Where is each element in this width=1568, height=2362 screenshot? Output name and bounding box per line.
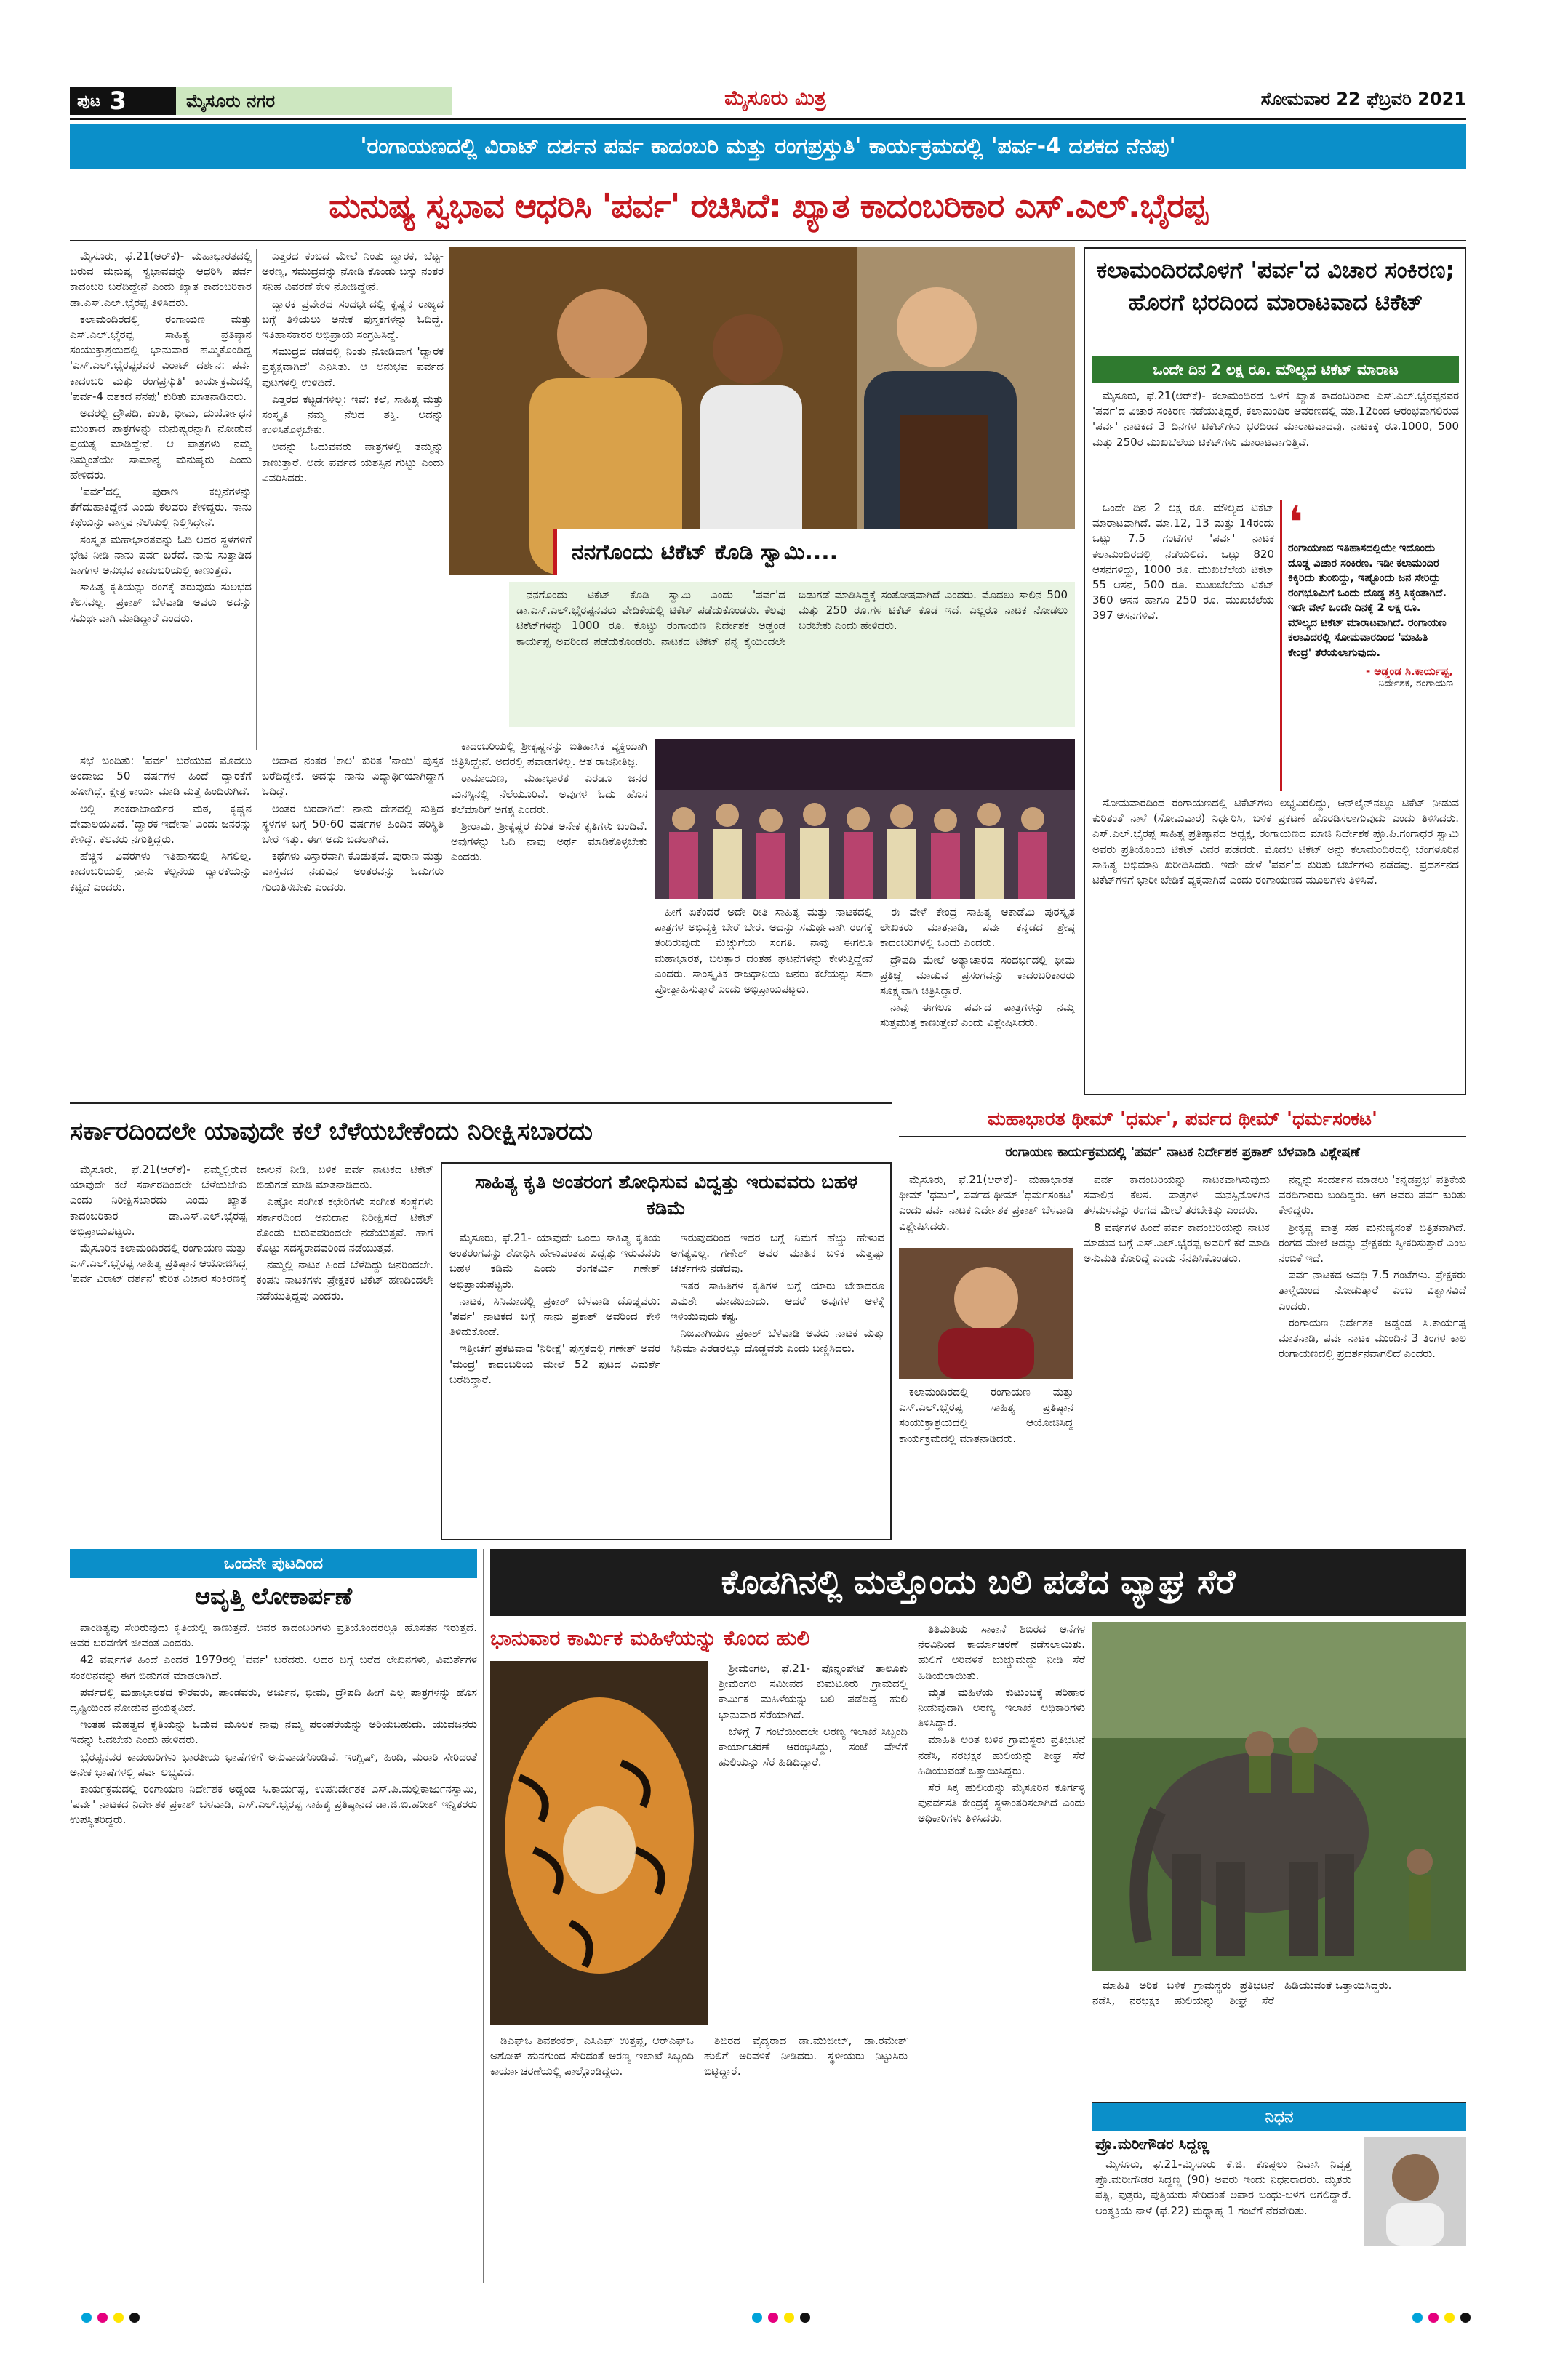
tiger-column-1 (719, 1661, 908, 2025)
paragraph: ಸಮುದ್ರದ ದಡದಲ್ಲಿ ನಿಂತು ನೋಡಿದಾಗ 'ದ್ವಾರಕ ಪ್ರತ್ಯಕ್ಷವಾಗಿದೆ' ಎನಿಸಿತು. ಆ ಅನುಭವ ಪರ್ವದ ಪುಟಗಳಲ್ಲಿ ಉಳಿದಿದೆ. (262, 345, 444, 389)
obituary-box (1092, 2102, 1466, 2283)
paragraph: ಮೈಸೂರು, ಫೆ.21(ಆರ್‌ಕೆ)- ನಮ್ಮಲ್ಲಿರುವ ಯಾವುದೇ ಕಲೆ ಸರ್ಕಾರದಿಂದಲೇ ಬೆಳೆಯಬೇಕು ಎಂದು ನಿರೀಕ್ಷಿಸಬಾರದು ಎಂದು ಖ್ಯಾತ ಕಾದಂಬರಿಕಾರ ಡಾ.ಎಸ್.ಎಲ್.ಭೈರಪ್ಪ ಅಭಿಪ್ರಾಯಪಟ್ಟರು. (70, 1163, 247, 1238)
article2-box-col-2 (671, 1230, 884, 1536)
paragraph: ಮೈಸೂರು, ಫೆ.21(ಆರ್‌ಕೆ)- ಮಹಾಭಾರತ ಥೀಮ್ 'ಧರ್ಮ', ಪರ್ವದ ಥೀಮ್ 'ಧರ್ಮಸಂಕಟ' ಎಂದು ಪರ್ವ ನಾಟಕ ನಿರ್ದೇಶಕ ಪ್ರಕಾಶ್ ಬೆಳವಾಡಿ ವಿಶ್ಲೇಷಿಸಿದರು. (899, 1173, 1073, 1233)
tiger-column-4 (1092, 1978, 1466, 2094)
photo-caption-bar (553, 529, 1075, 575)
paragraph: ಇರುವುದರಿಂದ ಇದರ ಬಗ್ಗೆ ನಿಮಗೆ ಹೆಚ್ಚು ಹೇಳುವ ಅಗತ್ಯವಿಲ್ಲ. ಗಣೇಶ್ ಅವರ ಮಾತಿನ ಬಳಿಕ ಮತ್ತಷ್ಟು ಚರ್ಚೆಗಳು ನಡೆದವು. (671, 1231, 884, 1276)
paragraph: ಅಂತರ ಬರದಾಗಿದೆ: ನಾನು ದೇಶದಲ್ಲಿ ಸುತ್ತಿದ ಸ್ಥಳಗಳ ಬಗ್ಗೆ 50-60 ವರ್ಷಗಳ ಹಿಂದಿನ ಪರಿಸ್ಥಿತಿ ಬೇರೆ ಇತ್ತು. ಈಗ ಅದು ಬದಲಾಗಿದೆ. (262, 801, 444, 846)
paragraph: ನಮ್ಮಲ್ಲಿ ನಾಟಕ ಹಿಂದೆ ಬೆಳೆದಿದ್ದು ಜನರಿಂದಲೇ. ಕಂಪನಿ ನಾಟಕಗಳು ಪ್ರೇಕ್ಷಕರ ಟಿಕೆಟ್ ಹಣದಿಂದಲೇ ನಡೆಯುತ್ತಿದ್ದವು ಎಂದರು. (257, 1258, 433, 1302)
banner-text: 'ರಂಗಾಯಣದಲ್ಲಿ ವಿರಾಟ್ ದರ್ಶನ ಪರ್ವ ಕಾದಂಬರಿ ಮತ್ತು ರಂಗಪ್ರಸ್ತುತಿ' ಕಾರ್ಯಕ್ರಮದಲ್ಲಿ 'ಪರ್ವ-4 ದಶಕದ ನೆನಪು' (360, 133, 1176, 159)
paragraph: ರಂಗಾಯಣ ನಿರ್ದೇಶಕ ಅಡ್ಡಂಡ ಸಿ.ಕಾರ್ಯಪ್ಪ ಮಾತನಾಡಿ, ಪರ್ವ ನಾಟಕ ಮುಂದಿನ 3 ತಿಂಗಳ ಕಾಲ ರಂಗಾಯಣದಲ್ಲಿ ಪ್ರದರ್ಶನವಾಗಲಿದೆ ಎಂದರು. (1279, 1316, 1466, 1361)
tiger-illustration (490, 1661, 708, 2025)
article3-col-2 (1084, 1172, 1270, 1540)
paragraph: ಪರ್ವ ಕಾದಂಬರಿಯನ್ನು ನಾಟಕವಾಗಿಸುವುದು ಸವಾಲಿನ ಕೆಲಸ. ಪಾತ್ರಗಳ ಮನಸ್ಸಿನೊಳಗಿನ ತಳಮಳವನ್ನು ರಂಗದ ಮೇಲೆ ತರಬೇಕಿತ್ತು ಎಂದರು. (1084, 1173, 1270, 1217)
registration-dot (129, 2313, 140, 2323)
paragraph: ತಿತಿಮತಿಯ ಸಾಕಾನೆ ಶಿಬಿರದ ಆನೆಗಳ ನೆರವಿನಿಂದ ಕಾರ್ಯಾಚರಣೆ ನಡೆಸಲಾಯಿತು. ಹುಲಿಗೆ ಅರಿವಳಿಕೆ ಚುಚ್ಚುಮದ್ದು ನೀಡಿ ಸೆರೆ ಹಿಡಿಯಲಾಯಿತು. (918, 1622, 1085, 1682)
paragraph: ಬೆಳಿಗ್ಗೆ 7 ಗಂಟೆಯಿಂದಲೇ ಅರಣ್ಯ ಇಲಾಖೆ ಸಿಬ್ಬಂದಿ ಕಾರ್ಯಾಚರಣೆ ಆರಂಭಿಸಿದ್ದು, ಸಂಜೆ ವೇಳೆಗೆ ಹುಲಿಯನ್ನು ಸೆರೆ ಹಿಡಿದಿದ್ದಾರೆ. (719, 1724, 908, 1769)
paragraph: 42 ವರ್ಷಗಳ ಹಿಂದೆ ಎಂದರೆ 1979ರಲ್ಲಿ 'ಪರ್ವ' ಬರೆದರು. ಅದರ ಬಗ್ಗೆ ಬರೆದ ಲೇಖನಗಳು, ವಿಮರ್ಶೆಗಳ ಸಂಕಲನವನ್ನು ಈಗ ಬಿಡುಗಡೆ ಮಾಡಲಾಗಿದೆ. (70, 1653, 477, 1682)
header-rule (70, 118, 1466, 120)
paragraph: ಕಾದಂಬರಿಯಲ್ಲಿ ಶ್ರೀಕೃಷ್ಣನನ್ನು ಐತಿಹಾಸಿಕ ವ್ಯಕ್ತಿಯಾಗಿ ಚಿತ್ರಿಸಿದ್ದೇನೆ. ಅದರಲ್ಲಿ ಪವಾಡಗಳಿಲ್ಲ. ಆತ ರಾಜನೀತಿಜ್ಞ. (451, 740, 647, 769)
paragraph: ಮಾಹಿತಿ ಅರಿತ ಬಳಿಕ ಗ್ರಾಮಸ್ಥರು ಪ್ರತಿಭಟನೆ ನಡೆಸಿ, ನರಭಕ್ಷಕ ಹುಲಿಯನ್ನು ಶೀಘ್ರ ಸೆರೆ ಹಿಡಿಯುವಂತೆ ಒತ್ತಾಯಿಸಿದ್ದರು. (1092, 1979, 1392, 2008)
lead-lower-column-2 (262, 753, 444, 1095)
sidebar-body-2 (1092, 796, 1459, 1091)
tiger-headline-bar (490, 1549, 1466, 1616)
paragraph: ದ್ವಾರಕ ಪ್ರವೇಶದ ಸಂದರ್ಭದಲ್ಲಿ ಕೃಷ್ಣನ ರಾಜ್ಯದ ಬಗ್ಗೆ ತಿಳಿಯಲು ಅನೇಕ ಪುಸ್ತಕಗಳನ್ನು ಓದಿದ್ದೆ. ಇತಿಹಾಸಕಾರರ ಅಭಿಪ್ರಾಯ ಸಂಗ್ರಹಿಸಿದ್ದೆ. (262, 297, 444, 342)
banner (70, 124, 1466, 169)
paragraph: ಅದಾದ ನಂತರ 'ಕಾಲ' ಕುರಿತ 'ನಾಯಿ' ಪುಸ್ತಕ ಬರೆದಿದ್ದೇನೆ. ಅದನ್ನು ನಾನು ವಿದ್ಯಾರ್ಥಿಯಾಗಿದ್ದಾಗ ಓದಿದ್ದೆ. (262, 754, 444, 798)
paragraph: ಎಷ್ಟೋ ಸಂಗೀತ ಕಛೇರಿಗಳು ಸಂಗೀತ ಸಂಸ್ಥೆಗಳು ಸರ್ಕಾರದಿಂದ ಅನುದಾನ ನಿರೀಕ್ಷಿಸದೆ ಟಿಕೆಟ್ ಕೊಂಡು ಬರುವವರಿಂದಲೇ ನಡೆಯುತ್ತವೆ. ಹಾಗೆ ಕೊಟ್ಟು ಸದಸ್ಯರಾದವರಿಂದ ನಡೆಯುತ್ತವೆ. (257, 1195, 433, 1255)
section-label: ಮೈಸೂರು ನಗರ (176, 87, 452, 115)
paragraph: ಕಾರ್ಯಕ್ರಮದಲ್ಲಿ ರಂಗಾಯಣ ನಿರ್ದೇಶಕ ಅಡ್ಡಂಡ ಸಿ.ಕಾರ್ಯಪ್ಪ, ಉಪನಿರ್ದೇಶಕ ಎಸ್.ಪಿ.ಮಲ್ಲಿಕಾರ್ಜುನಸ್ವಾಮಿ, 'ಪರ್ವ' ನಾಟಕದ ನಿರ್ದೇಶಕ ಪ್ರಕಾಶ್ ಬೆಳವಾಡಿ, ಎಸ್.ಎಲ್.ಭೈರಪ್ಪ ಸಾಹಿತ್ಯ ಪ್ರತಿಷ್ಠಾನದ ಡಾ.ಜಿ.ಬಿ.ಹರೀಶ್ ಇನ್ನಿತರರು ಉಪಸ್ಥಿತರಿದ್ದರು. (70, 1782, 477, 1827)
registration-dot (784, 2313, 794, 2323)
article3-subhead: ರಂಗಾಯಣ ಕಾರ್ಯಕ್ರಮದಲ್ಲಿ 'ಪರ್ವ' ನಾಟಕ ನಿರ್ದೇಶಕ ಪ್ರಕಾಶ್ ಬೆಳವಾಡಿ ವಿಶ್ಲೇಷಣೆ (1005, 1144, 1360, 1160)
article3-box (899, 1102, 1466, 1540)
obituary-photo (1364, 2137, 1466, 2246)
obituary-portrait (1364, 2137, 1466, 2246)
lead-lower-column-4 (880, 905, 1075, 1095)
registration-dot (1444, 2313, 1455, 2323)
quote-mark-icon: ❛ (1288, 497, 1303, 548)
lead-rule (70, 240, 1466, 241)
continuation-kicker: ಒಂದನೇ ಪುಟದಿಂದ (70, 1549, 477, 1578)
paragraph: ಶಿಬಿರದ ವೈದ್ಯರಾದ ಡಾ.ಮುಜೀಬ್, ಡಾ.ರಮೇಶ್ ಹುಲಿಗೆ ಅರಿವಳಿಕೆ ನೀಡಿದರು. ಸ್ಥಳೀಯರು ನಿಟ್ಟುಸಿರು ಬಿಟ್ಟಿದ್ದಾರೆ. (704, 2034, 908, 2078)
lead-column-2 (262, 249, 444, 750)
lead-column-1 (70, 249, 252, 750)
paragraph: ನಿಜವಾಗಿಯೂ ಪ್ರಕಾಶ್ ಬೆಳವಾಡಿ ಅವರು ನಾಟಕ ಮತ್ತು ಸಿನಿಮಾ ಎರಡರಲ್ಲೂ ದೊಡ್ಡವರು ಎಂದು ಬಣ್ಣಿಸಿದರು. (671, 1326, 884, 1356)
paragraph: ಮೈಸೂರು, ಫೆ.21(ಆರ್‌ಕೆ)- ಕಲಾಮಂದಿರದ ಒಳಗೆ ಖ್ಯಾತ ಕಾದಂಬರಿಕಾರ ಎಸ್.ಎಲ್.ಭೈರಪ್ಪನವರ 'ಪರ್ವ'ದ ವಿಚಾರ ಸಂಕಿರಣ ನಡೆಯುತ್ತಿದ್ದರೆ, ಕಲಾಮಂದಿರ ಆವರಣದಲ್ಲಿ ಮಾ.12ರಿಂದ ಆರಂಭವಾಗಲಿರುವ 'ಪರ್ವ' ನಾಟಕದ 3 ದಿನಗಳ ಟಿಕೆಟ್‌ಗಳು ಭರದಿಂದ ಮಾರಾಟವಾದವು. ನಾಟಕಕ್ಕೆ ರೂ.1000, 500 ಮತ್ತು 250ರ ಮುಖಬೆಲೆಯ ಟಿಕೆಟ್‌ಗಳು ಮಾರಾಟವಾಗುತ್ತಿವೆ. (1092, 389, 1459, 449)
page-number-box (70, 87, 176, 115)
lead-headline: ಮನುಷ್ಯ ಸ್ವಭಾವ ಆಧರಿಸಿ 'ಪರ್ವ' ರಚಿಸಿದೆ: ಖ್ಯಾತ ಕಾದಂಬರಿಕಾರ ಎಸ್.ಎಲ್.ಭೈರಪ್ಪ (329, 186, 1207, 225)
paragraph: ಒಂದೇ ದಿನ 2 ಲಕ್ಷ ರೂ. ಮೌಲ್ಯದ ಟಿಕೆಟ್ ಮಾರಾಟವಾಗಿದೆ. ಮಾ.12, 13 ಮತ್ತು 14ರಂದು ಒಟ್ಟು 7.5 ಗಂಟೆಗಳ 'ಪರ್ವ' ನಾಟಕ ಕಲಾಮಂದಿರದಲ್ಲಿ ನಡೆಯಲಿದೆ. ಒಟ್ಟು 820 ಆಸನಗಳಿದ್ದು, 1000 ರೂ. ಮುಖಬೆಲೆಯ ಟಿಕೆಟ್ 55 ಆಸನ, 500 ರೂ. ಮುಖಬೆಲೆಯ ಟಿಕೆಟ್ 360 ಆಸನ ಹಾಗೂ 250 ರೂ. ಮುಖಬೆಲೆಯ 397 ಆಸನಗಳಿವೆ. (1092, 501, 1274, 622)
quote-author: - ಅಡ್ಡಂಡ ಸಿ.ಕಾರ್ಯಪ್ಪ, (1365, 665, 1453, 678)
tiger-subhead: ಭಾನುವಾರ ಕಾರ್ಮಿಕ ಮಹಿಳೆಯನ್ನು ಕೊಂದ ಹುಲಿ (490, 1626, 810, 1650)
obituary-body: ಮೈಸೂರು, ಫೆ.21-ಮೈಸೂರು ಕೆ.ಜಿ. ಕೊಪ್ಪಲು ನಿವಾಸಿ ನಿವೃತ್ತ ಪ್ರೊ.ಮರೀಗೌಡರ ಸಿದ್ದಣ್ಣ (90) ಅವರು ಇಂದು ನಿಧನರಾದರು. ಮೃತರು ಪತ್ನಿ, ಪುತ್ರರು, ಪುತ್ರಿಯರು ಸೇರಿದಂತೆ ಅಪಾರ ಬಂಧು-ಬಳಗ ಅಗಲಿದ್ದಾರೆ. ಅಂತ್ಯಕ್ರಿಯೆ ನಾಳೆ (ಫೆ.22) ಮಧ್ಯಾಹ್ನ 1 ಗಂಟೆಗೆ ನೆರವೇರಿತು. (1095, 2158, 1351, 2217)
ticket-story (509, 582, 1075, 727)
paragraph: ಡಿಎಫ್‌ಒ ಶಿವಶಂಕರ್, ಎಸಿಎಫ್ ಉತ್ತಪ್ಪ, ಆರ್‌ಎಫ್‌ಒ ಅಶೋಕ್ ಹುನಗುಂದ ಸೇರಿದಂತೆ ಅರಣ್ಯ ಇಲಾಖೆ ಸಿಬ್ಬಂದಿ ಕಾರ್ಯಾಚರಣೆಯಲ್ಲಿ ಪಾಲ್ಗೊಂಡಿದ್ದರು. (490, 2034, 694, 2078)
paragraph: ಸೆರೆ ಸಿಕ್ಕ ಹುಲಿಯನ್ನು ಮೈಸೂರಿನ ಕೂರ್ಗಳ್ಳಿ ಪುನರ್ವಸತಿ ಕೇಂದ್ರಕ್ಕೆ ಸ್ಥಳಾಂತರಿಸಲಾಗಿದೆ ಎಂದು ಅಧಿಕಾರಿಗಳು ತಿಳಿಸಿದರು. (918, 1781, 1085, 1825)
paragraph: ಮೈಸೂರು, ಫೆ.21(ಆರ್‌ಕೆ)- ಮಹಾಭಾರತದಲ್ಲಿ ಬರುವ ಮನುಷ್ಯ ಸ್ವಭಾವವನ್ನು ಆಧರಿಸಿ ಪರ್ವ ಕಾದಂಬರಿ ಬರೆದಿದ್ದೇನೆ ಎಂದು ಖ್ಯಾತ ಕಾದಂಬರಿಕಾರ ಡಾ.ಎಸ್.ಎಲ್.ಭೈರಪ್ಪ ತಿಳಿಸಿದರು. (70, 249, 252, 309)
paragraph: ಸಂಸ್ಕೃತ ಮಹಾಭಾರತವನ್ನು ಓದಿ ಅದರ ಸ್ಥಳಗಳಿಗೆ ಭೇಟಿ ನೀಡಿ ನಾನು ಪರ್ವ ಬರೆದೆ. ನಾನು ಸುತ್ತಾಡಿದ ಜಾಗಗಳ ಅನುಭವ ಕಾದಂಬರಿಯಲ್ಲಿ ಕಾಣುತ್ತದೆ. (70, 532, 252, 577)
paragraph: ಹೆಚ್ಚಿನ ವಿವರಗಳು ಇತಿಹಾಸದಲ್ಲಿ ಸಿಗಲಿಲ್ಲ. ಕಾದಂಬರಿಯಲ್ಲಿ ನಾನು ಕಲ್ಪನೆಯ ದ್ವಾರಕೆಯನ್ನು ಕಟ್ಟಿದೆ ಎಂದರು. (70, 849, 252, 894)
paragraph: ಸೋಮವಾರದಿಂದ ರಂಗಾಯಣದಲ್ಲಿ ಟಿಕೆಟ್‌ಗಳು ಲಭ್ಯವಿರಲಿದ್ದು, ಆನ್‌ಲೈನ್‌ನಲ್ಲೂ ಟಿಕೆಟ್ ನೀಡುವ ಕುರಿತಂತೆ ನಾಳೆ (ಸೋಮವಾರ) ನಿರ್ಧರಿಸಿ, ಬಳಿಕ ಪ್ರಕಟಣೆ ಹೊರಡಿಸಲಾಗುವುದು ಎಂದು ತಿಳಿಸಿದರು. ಎಸ್.ಎಲ್.ಭೈರಪ್ಪ ಸಾಹಿತ್ಯ ಪ್ರತಿಷ್ಠಾನದ ಅಧ್ಯಕ್ಷ, ರಂಗಾಯಣದ ಮಾಜಿ ನಿರ್ದೇಶಕ ಪ್ರೊ.ಪಿ.ಗಂಗಾಧರ ಸ್ವಾಮಿ ಅವರು ಪ್ರತಿಯೊಂದು ಟಿಕೆಟ್ ವಿವರ ಪಡೆದರು. ಮೊದಲ ಟಿಕೆಟ್ ಅನ್ನು ಕಲಾಮಂದಿರದಲ್ಲಿ ಬೆಂಗಳೂರಿನ ಸಾಹಿತ್ಯ ಅಭಿಮಾನಿ ಖರೀದಿಸಿದರು. ಇದೇ ವೇಳೆ 'ಪರ್ವ'ದ ಕುರಿತು ಚರ್ಚೆಗಳು ನಡೆದವು. ಪ್ರದರ್ಶನದ ಟಿಕೆಟ್‌ಗಳಿಗೆ ಭಾರೀ ಬೇಡಿಕೆ ವ್ಯಕ್ತವಾಗಿದೆ ಎಂದು ರಂಗಾಯಣದ ಮೂಲಗಳು ತಿಳಿಸಿವೆ. (1092, 796, 1459, 887)
registration-dot (113, 2313, 124, 2323)
article3-col-3 (1279, 1172, 1466, 1540)
elephant-photo (1092, 1622, 1466, 1971)
lead-photo-illustration (449, 247, 1075, 575)
sidebar-headline: ಕಲಾಮಂದಿರದೊಳಗೆ 'ಪರ್ವ'ದ ವಿಚಾರ ಸಂಕಿರಣ; ಹೊರಗೆ ಭರದಿಂದ ಮಾರಾಟವಾದ ಟಿಕೆಟ್ (1097, 257, 1455, 316)
article2-box-headline: ಸಾಹಿತ್ಯ ಕೃತಿ ಅಂತರಂಗ ಶೋಧಿಸುವ ವಿದ್ವತ್ತು ಇರುವವರು ಬಹಳ ಕಡಿಮೆ (475, 1172, 857, 1220)
tiger-photo (490, 1661, 708, 2025)
lead-lower-column-1 (70, 753, 252, 1095)
paragraph: 'ಪರ್ವ'ದಲ್ಲಿ ಪುರಾಣ ಕಲ್ಪನೆಗಳನ್ನು ತೆಗೆದುಹಾಕಿದ್ದೇನೆ ಎಂದು ಕೆಲವರು ಕೇಳಿದ್ದರು. ನಾನು ಕಥೆಯನ್ನು ವಾಸ್ತವ ನೆಲೆಯಲ್ಲಿ ನಿಲ್ಲಿಸಿದ್ದೇನೆ. (70, 485, 252, 529)
sidebar-box (1084, 247, 1466, 1095)
paragraph: ಸಭೆ ಬಂದಿತು: 'ಪರ್ವ' ಬರೆಯುವ ಮೊದಲು ಅಂದಾಜು 50 ವರ್ಷಗಳ ಹಿಂದೆ ದ್ವಾರಕೆಗೆ ಹೋಗಿದ್ದೆ. ಕ್ಷೇತ್ರ ಕಾರ್ಯ ಮಾಡಿ ಮತ್ತೆ ಹಿಂದಿರುಗಿದೆ. (70, 754, 252, 798)
continuation-headline: ಆವೃತ್ತಿ ಲೋಕಾರ್ಪಣೆ (194, 1582, 352, 1610)
article2-column-1 (70, 1162, 433, 1540)
registration-dot (1412, 2313, 1423, 2323)
paragraph: ಅದನ್ನು ಓದುವವರು ಪಾತ್ರಗಳಲ್ಲಿ ತಮ್ಮನ್ನು ಕಾಣುತ್ತಾರೆ. ಅದೇ ಪರ್ವದ ಯಶಸ್ಸಿನ ಗುಟ್ಟು ಎಂದು ವಿವರಿಸಿದರು. (262, 440, 444, 484)
lead-lower-column-3 (451, 739, 647, 1095)
article2-headline: ಸರ್ಕಾರದಿಂದಲೇ ಯಾವುದೇ ಕಲೆ ಬೆಳೆಯಬೇಕೆಂದು ನಿರೀಕ್ಷಿಸಬಾರದು (70, 1117, 593, 1146)
paragraph: ಕಲಾಮಂದಿರದಲ್ಲಿ ರಂಗಾಯಣ ಮತ್ತು ಎಸ್.ಎಲ್.ಭೈರಪ್ಪ ಸಾಹಿತ್ಯ ಪ್ರತಿಷ್ಠಾನ ಸಂಯುಕ್ತಾಶ್ರಯದಲ್ಲಿ ಆಯೋಜಿಸಿದ್ದ ಕಾರ್ಯಕ್ರಮದಲ್ಲಿ ಮಾತನಾಡಿದರು. (899, 1385, 1073, 1445)
belawadi-photo (899, 1248, 1073, 1379)
paragraph: ಶ್ರೀಕೃಷ್ಣ ಪಾತ್ರ ಸಹ ಮನುಷ್ಯನಂತೆ ಚಿತ್ರಿತವಾಗಿದೆ. ರಂಗದ ಮೇಲೆ ಅದನ್ನು ಪ್ರೇಕ್ಷಕರು ಸ್ವೀಕರಿಸುತ್ತಾರೆ ಎಂಬ ನಂಬಿಕೆ ಇದೆ. (1279, 1220, 1466, 1265)
portrait-illustration (899, 1248, 1073, 1379)
lead-lower-column-3b (655, 905, 873, 1095)
registration-dot (800, 2313, 810, 2323)
paragraph: ಅಲ್ಲಿ ಶಂಕರಾಚಾರ್ಯರ ಮಠ, ಕೃಷ್ಣನ ದೇವಾಲಯವಿದೆ. 'ದ್ವಾರಕ ಇದೇನಾ' ಎಂದು ಜನರನ್ನು ಕೇಳಿದ್ದೆ. ಕೆಲವರು ನಗುತ್ತಿದ್ದರು. (70, 801, 252, 846)
paragraph: ಮೈಸೂರಿನ ಕಲಾಮಂದಿರದಲ್ಲಿ ರಂಗಾಯಣ ಮತ್ತು ಎಸ್.ಎಲ್.ಭೈರಪ್ಪ ಸಾಹಿತ್ಯ ಪ್ರತಿಷ್ಠಾನ ಆಯೋಜಿಸಿದ್ದ 'ಪರ್ವ ವಿರಾಟ್ ದರ್ಶನ' ಕುರಿತ ವಿಚಾರ ಸಂಕಿರಣಕ್ಕೆ ಚಾಲನೆ ನೀಡಿ, ಬಳಿಕ ಪರ್ವ ನಾಟಕದ ಟಿಕೆಟ್ ಬಿಡುಗಡೆ ಮಾಡಿ ಮಾತನಾಡಿದರು. (70, 1163, 433, 1286)
obituary-name: ಪ್ರೊ.ಮರೀಗೌಡರ ಸಿದ್ದಣ್ಣ (1095, 2135, 1210, 2153)
article3-col-1b (899, 1385, 1073, 1540)
quote-role: ನಿರ್ದೇಶಕ, ರಂಗಾಯಣ (1378, 678, 1453, 689)
photo-caption: ನನಗೊಂದು ಟಿಕೆಟ್ ಕೊಡಿ ಸ್ವಾಮಿ.... (572, 539, 839, 565)
article2-box-col-1 (449, 1230, 660, 1536)
paragraph: 8 ವರ್ಷಗಳ ಹಿಂದೆ ಪರ್ವ ಕಾದಂಬರಿಯನ್ನು ನಾಟಕ ಮಾಡುವ ಬಗ್ಗೆ ಎಸ್.ಎಲ್.ಭೈರಪ್ಪ ಅವರಿಗೆ ಕರೆ ಮಾಡಿ ಅನುಮತಿ ಕೋರಿದ್ದೆ ಎಂದು ನೆನಪಿಸಿಕೊಂಡರು. (1084, 1220, 1270, 1265)
elephant-illustration (1092, 1622, 1466, 1971)
paragraph: ಶ್ರೀಮಂಗಲ, ಫೆ.21- ಪೊನ್ನಂಪೇಟೆ ತಾಲೂಕು ಶ್ರೀಮಂಗಲ ಸಮೀಪದ ಕುಮಟೂರು ಗ್ರಾಮದಲ್ಲಿ ಕಾರ್ಮಿಕ ಮಹಿಳೆಯನ್ನು ಬಲಿ ಪಡೆದಿದ್ದ ಹುಲಿ ಭಾನುವಾರ ಸೆರೆಯಾಗಿದೆ. (719, 1662, 908, 1721)
sidebar-body (1092, 388, 1459, 497)
tiger-column-2 (918, 1622, 1085, 2283)
paragraph: ಪರ್ವದಲ್ಲಿ ಮಹಾಭಾರತದ ಕೌರವರು, ಪಾಂಡವರು, ಅರ್ಜುನ, ಭೀಮ, ದ್ರೌಪದಿ ಹೀಗೆ ಎಲ್ಲ ಪಾತ್ರಗಳನ್ನು ಹೊಸ ದೃಷ್ಟಿಯಿಂದ ನೋಡುವ ಪ್ರಯತ್ನವಿದೆ. (70, 1685, 477, 1715)
paragraph: ನನ್ನನ್ನು ಸಂದರ್ಶನ ಮಾಡಲು 'ಕನ್ನಡಪ್ರಭ' ಪತ್ರಿಕೆಯ ವರದಿಗಾರರು ಬಂದಿದ್ದರು. ಆಗ ಅವರು ಪರ್ವ ಕುರಿತು ಕೇಳಿದ್ದರು. (1279, 1173, 1466, 1217)
paragraph: ಮೈಸೂರು, ಫೆ.21- ಯಾವುದೇ ಒಂದು ಸಾಹಿತ್ಯ ಕೃತಿಯ ಅಂತರಂಗವನ್ನು ಶೋಧಿಸಿ ಹೇಳುವಂತಹ ವಿದ್ವತ್ತು ಇರುವವರು ಬಹಳ ಕಡಿಮೆ ಎಂದು ರಂಗಕರ್ಮಿ ಗಣೇಶ್ ಅಭಿಪ್ರಾಯಪಟ್ಟರು. (449, 1231, 660, 1291)
page-date: ಸೋಮವಾರ 22 ಫೆಬ್ರವರಿ 2021 (1260, 89, 1466, 109)
audience-illustration (655, 739, 1075, 899)
tiger-column-3 (490, 2033, 908, 2283)
sidebar-quote: ರಂಗಾಯಣದ ಇತಿಹಾಸದಲ್ಲಿಯೇ ಇದೊಂದು ದೊಡ್ಡ ವಿಚಾರ ಸಂಕಿರಣ. ಇಡೀ ಕಲಾಮಂದಿರ ಕಿಕ್ಕಿರಿದು ತುಂಬಿದ್ದು, ಇಷ್ಟೊಂದು ಜನ ಸೇರಿದ್ದು ರಂಗಭೂಮಿಗೆ ಒಂದು ದೊಡ್ಡ ಶಕ್ತಿ ಸಿಕ್ಕಂತಾಗಿದೆ. ಇದೇ ವೇಳೆ ಒಂದೇ ದಿನಕ್ಕೆ 2 ಲಕ್ಷ ರೂ. ಮೌಲ್ಯದ ಟಿಕೆಟ್ ಮಾರಾಟವಾಗಿದೆ. ರಂಗಾಯಣ ಕಲಾವಿದರಲ್ಲಿ ಸೋಮವಾರದಿಂದ 'ಮಾಹಿತಿ ಕೇಂದ್ರ' ತೆರೆಯಲಾಗುವುದು. (1288, 543, 1447, 659)
registration-dot (81, 2313, 92, 2323)
tiger-headline: ಕೊಡಗಿನಲ್ಲಿ ಮತ್ತೊಂದು ಬಲಿ ಪಡೆದ ವ್ಯಾಘ್ರ ಸೆರೆ (721, 1562, 1236, 1601)
paragraph: ನಾವು ಈಗಲೂ ಪರ್ವದ ಪಾತ್ರಗಳನ್ನು ನಮ್ಮ ಸುತ್ತಮುತ್ತ ಕಾಣುತ್ತೇವೆ ಎಂದು ವಿಶ್ಲೇಷಿಸಿದರು. (880, 1001, 1075, 1030)
paragraph: ಮೃತ ಮಹಿಳೆಯ ಕುಟುಂಬಕ್ಕೆ ಪರಿಹಾರ ನೀಡುವುದಾಗಿ ಅರಣ್ಯ ಇಲಾಖೆ ಅಧಿಕಾರಿಗಳು ತಿಳಿಸಿದ್ದಾರೆ. (918, 1685, 1085, 1730)
article2-box (441, 1162, 892, 1540)
paragraph: ಅದರಲ್ಲಿ ದ್ರೌಪದಿ, ಕುಂತಿ, ಭೀಮ, ದುರ್ಯೋಧನ ಮುಂತಾದ ಪಾತ್ರಗಳನ್ನು ಮನುಷ್ಯರನ್ನಾಗಿ ನೋಡುವ ಪ್ರಯತ್ನ ಮಾಡಿದ್ದೇನೆ. ಆ ಪಾತ್ರಗಳು ನಮ್ಮ ನಿಮ್ಮಂತೆಯೇ ಸಾಮಾನ್ಯ ಮನುಷ್ಯರು ಎಂದು ಹೇಳಿದರು. (70, 407, 252, 481)
paragraph: ಇತ್ತೀಚೆಗೆ ಪ್ರಕಟವಾದ 'ನಿರೀಕ್ಷೆ' ಪುಸ್ತಕದಲ್ಲಿ ಗಣೇಶ್ ಅವರ 'ಮಂದ್ರ' ಕಾದಂಬರಿಯ ಮೇಲೆ 52 ಪುಟದ ವಿಮರ್ಶೆ ಬರೆದಿದ್ದಾರೆ. (449, 1342, 660, 1386)
sidebar-quote-box (1280, 497, 1459, 791)
registration-dot (768, 2313, 778, 2323)
page-header (70, 81, 1466, 116)
sidebar-kicker: ಒಂದೇ ದಿನ 2 ಲಕ್ಷ ರೂ. ಮೌಲ್ಯದ ಟಿಕೆಟ್ ಮಾರಾಟ (1092, 356, 1459, 383)
paragraph: ಭೈರಪ್ಪನವರ ಕಾದಂಬರಿಗಳು ಭಾರತೀಯ ಭಾಷೆಗಳಿಗೆ ಅನುವಾದಗೊಂಡಿವೆ. ಇಂಗ್ಲಿಷ್, ಹಿಂದಿ, ಮರಾಠಿ ಸೇರಿದಂತೆ ಅನೇಕ ಭಾಷೆಗಳಲ್ಲಿ ಪರ್ವ ಲಭ್ಯವಿದೆ. (70, 1750, 477, 1779)
registration-dot (752, 2313, 762, 2323)
page-number: 3 (109, 87, 127, 116)
article3-headline: ಮಹಾಭಾರತ ಥೀಮ್ 'ಧರ್ಮ', ಪರ್ವದ ಥೀಮ್ 'ಧರ್ಮಸಂಕಟ' (899, 1102, 1466, 1137)
paragraph: ಎತ್ತರದ ಕಂಬದ ಮೇಲೆ ನಿಂತು ದ್ವಾರಕ, ಬೆಟ್ಟ-ಅರಣ್ಯ, ಸಮುದ್ರವನ್ನು ನೋಡಿ ಕೊಂಡು ಬಸ್ಸು ನಂತರ ಸನಿಹ ವಿವರಣೆ ಕೇಳಿ ನೋಡಿದ್ದೇನೆ. (262, 249, 444, 294)
paragraph: ಪಾಂಡಿತ್ಯವು ಸೇರಿರುವುದು ಕೃತಿಯಲ್ಲಿ ಕಾಣುತ್ತದೆ. ಅವರ ಕಾದಂಬರಿಗಳು ಪ್ರತಿಯೊಂದರಲ್ಲೂ ಹೊಸತನ ಇರುತ್ತದೆ. ಅವರ ಬರವಣಿಗೆ ಜೀವಂತ ಎಂದರು. (70, 1621, 477, 1650)
section-rule (70, 1102, 892, 1104)
paragraph: ನಾಟಕ, ಸಿನಿಮಾದಲ್ಲಿ ಪ್ರಕಾಶ್ ಬೆಳವಾಡಿ ದೊಡ್ಡವರು: 'ಪರ್ವ' ನಾಟಕದ ಬಗ್ಗೆ ನಾನು ಪ್ರಕಾಶ್ ಅವರಿಂದ ಕೇಳಿ ತಿಳಿದುಕೊಂಡೆ. (449, 1294, 660, 1339)
column-divider (256, 249, 257, 750)
sidebar-body-left (1092, 500, 1274, 791)
paragraph: ಕಲಾಮಂದಿರದಲ್ಲಿ ರಂಗಾಯಣ ಮತ್ತು ಎಸ್.ಎಲ್.ಭೈರಪ್ಪ ಸಾಹಿತ್ಯ ಪ್ರತಿಷ್ಠಾನ ಸಂಯುಕ್ತಾಶ್ರಯದಲ್ಲಿ ಭಾನುವಾರ ಹಮ್ಮಿಕೊಂಡಿದ್ದ 'ಎಸ್.ಎಲ್.ಭೈರಪ್ಪರವರ ವಿರಾಟ್ ದರ್ಶನ: ಪರ್ವ ಕಾದಂಬರಿ ಮತ್ತು ರಂಗಪ್ರಸ್ತುತಿ' ಕಾರ್ಯಕ್ರಮದಲ್ಲಿ 'ಪರ್ವ-4 ದಶಕದ ನೆನಪು' ಕುರಿತು ಮಾತನಾಡಿದರು. (70, 312, 252, 403)
registration-dot (97, 2313, 108, 2323)
masthead: ಮೈಸೂರು ಮಿತ್ರ (724, 86, 826, 110)
paragraph: ಸಾಹಿತ್ಯ ಕೃತಿಯನ್ನು ರಂಗಕ್ಕೆ ತರುವುದು ಸುಲಭದ ಕೆಲಸವಲ್ಲ. ಪ್ರಕಾಶ್ ಬೆಳವಾಡಿ ಅವರು ಅದನ್ನು ಸಮರ್ಥವಾಗಿ ಮಾಡಿದ್ದಾರೆ ಎಂದರು. (70, 580, 252, 625)
paragraph: ಈ ವೇಳೆ ಕೇಂದ್ರ ಸಾಹಿತ್ಯ ಅಕಾಡೆಮಿ ಪುರಸ್ಕೃತ ಲೇಖಕರು ಮಾತನಾಡಿ, ಪರ್ವ ಕನ್ನಡದ ಶ್ರೇಷ್ಠ ಕಾದಂಬರಿಗಳಲ್ಲಿ ಒಂದು ಎಂದರು. (880, 905, 1075, 950)
paragraph: ಇತರ ಸಾಹಿತಿಗಳ ಕೃತಿಗಳ ಬಗ್ಗೆ ಯಾರು ಬೇಕಾದರೂ ವಿಮರ್ಶೆ ಮಾಡಬಹುದು. ಆದರೆ ಅವುಗಳ ಆಳಕ್ಕೆ ಇಳಿಯುವುದು ಕಷ್ಟ. (671, 1278, 884, 1324)
page-label: ಪುಟ (77, 92, 101, 111)
paragraph: ಶ್ರೀರಾಮ, ಶ್ರೀಕೃಷ್ಣರ ಕುರಿತ ಅನೇಕ ಕೃತಿಗಳು ಬಂದಿವೆ. ಅವುಗಳನ್ನು ಓದಿ ನಾವು ಅರ್ಥ ಮಾಡಿಕೊಳ್ಳಬೇಕು ಎಂದರು. (451, 820, 647, 864)
registration-dot (1428, 2313, 1439, 2323)
paragraph: ಎತ್ತರದ ಕಟ್ಟಡಗಳಿಲ್ಲ: ಇವೆ: ಕಲೆ, ಸಾಹಿತ್ಯ ಮತ್ತು ಸಂಸ್ಕೃತಿ ನಮ್ಮ ನೆಲದ ಶಕ್ತಿ. ಅದನ್ನು ಉಳಿಸಿಕೊಳ್ಳಬೇಕು. (262, 392, 444, 437)
paragraph: ಕಥೆಗಳು ವಿಸ್ತಾರವಾಗಿ ಕೊಡುತ್ತವೆ. ಪುರಾಣ ಮತ್ತು ವಾಸ್ತವದ ನಡುವಿನ ಅಂತರವನ್ನು ಓದುಗರು ಗುರುತಿಸಬೇಕು ಎಂದರು. (262, 849, 444, 894)
paragraph: ರಾಮಾಯಣ, ಮಹಾಭಾರತ ಎರಡೂ ಜನರ ಮನಸ್ಸಿನಲ್ಲಿ ನೆಲೆಯೂರಿವೆ. ಅವುಗಳ ಓದು ಹೊಸ ತಲೆಮಾರಿಗೆ ಅಗತ್ಯ ಎಂದರು. (451, 772, 647, 816)
registration-dot (1460, 2313, 1471, 2323)
paragraph: ಇಂತಹ ಮಹತ್ವದ ಕೃತಿಯನ್ನು ಓದುವ ಮೂಲಕ ನಾವು ನಮ್ಮ ಪರಂಪರೆಯನ್ನು ಅರಿಯಬಹುದು. ಯುವಜನರು ಇದನ್ನು ಓದಬೇಕು ಎಂದು ಹೇಳಿದರು. (70, 1718, 477, 1747)
column-divider (483, 1549, 484, 2283)
paragraph: ಮಾಹಿತಿ ಅರಿತ ಬಳಿಕ ಗ್ರಾಮಸ್ಥರು ಪ್ರತಿಭಟನೆ ನಡೆಸಿ, ನರಭಕ್ಷಕ ಹುಲಿಯನ್ನು ಶೀಘ್ರ ಸೆರೆ ಹಿಡಿಯುವಂತೆ ಒತ್ತಾಯಿಸಿದ್ದರು. (918, 1733, 1085, 1777)
lead-photo (449, 247, 1075, 575)
paragraph: ಹೀಗೆ ಏಕೆಂದರೆ ಅದೇ ರೀತಿ ಸಾಹಿತ್ಯ ಮತ್ತು ನಾಟಕದಲ್ಲಿ ಪಾತ್ರಗಳ ಅಭಿವ್ಯಕ್ತಿ ಬೇರೆ ಬೇರೆ. ಅದನ್ನು ಸಮರ್ಥವಾಗಿ ರಂಗಕ್ಕೆ ತಂದಿರುವುದು ಮೆಚ್ಚುಗೆಯ ಸಂಗತಿ. ನಾವು ಈಗಲೂ ಮಹಾಭಾರತ, ಬಲತ್ಕಾರ ದಂತಹ ಘಟನೆಗಳನ್ನು ಕೇಳುತ್ತಿದ್ದೇವೆ ಎಂದರು. ಸಾಂಸ್ಕೃತಿಕ ರಾಜಧಾನಿಯ ಜನರು ಕಲೆಯನ್ನು ಸದಾ ಪ್ರೋತ್ಸಾಹಿಸುತ್ತಾರೆ ಎಂದು ಅಭಿಪ್ರಾಯಪಟ್ಟರು. (655, 905, 873, 996)
paragraph: ದ್ರೌಪದಿ ಮೇಲೆ ಅತ್ಯಾಚಾರದ ಸಂದರ್ಭದಲ್ಲಿ ಭೀಮ ಪ್ರತಿಜ್ಞೆ ಮಾಡುವ ಪ್ರಸಂಗವನ್ನು ಕಾದಂಬರಿಕಾರರು ಸೂಕ್ಷ್ಮವಾಗಿ ಚಿತ್ರಿಸಿದ್ದಾರೆ. (880, 953, 1075, 998)
obituary-kicker: ನಿಧನ (1092, 2103, 1466, 2131)
audience-photo (655, 739, 1075, 899)
continuation-body (70, 1620, 477, 2282)
paragraph: ನನಗೊಂದು ಟಿಕೆಟ್ ಕೊಡಿ ಸ್ವಾಮಿ ಎಂದು 'ಪರ್ವ'ದ ಡಾ.ಎಸ್.ಎಲ್.ಭೈರಪ್ಪನವರು ವೇದಿಕೆಯಲ್ಲಿ ಟಿಕೆಟ್ ಪಡೆದುಕೊಂಡರು. ಕೆಲವು ಟಿಕೆಟ್‌ಗಳನ್ನು 1000 ರೂ. ಕೊಟ್ಟು ರಂಗಾಯಣ ನಿರ್ದೇಶಕ ಅಡ್ಡಂಡ ಕಾರ್ಯಪ್ಪ ಅವರಿಂದ ಪಡೆದುಕೊಂಡರು. ನಾಟಕದ ಟಿಕೆಟ್ ನನ್ನ ಕೈಯಿಂದಲೇ ಬಿಡುಗಡೆ ಮಾಡಿಸಿದ್ದಕ್ಕೆ ಸಂತೋಷವಾಗಿದೆ ಎಂದರು. ಮೊದಲು ಸಾಲಿನ 500 ಮತ್ತು 250 ರೂ.ಗಳ ಟಿಕೆಟ್ ಕೂಡ ಇದೆ. ಎಲ್ಲರೂ ನಾಟಕ ನೋಡಲು ಬರಬೇಕು ಎಂದು ಹೇಳಿದರು. (516, 588, 1068, 648)
paragraph: ಪರ್ವ ನಾಟಕದ ಅವಧಿ 7.5 ಗಂಟೆಗಳು. ಪ್ರೇಕ್ಷಕರು ತಾಳ್ಮೆಯಿಂದ ನೋಡುತ್ತಾರೆ ಎಂಬ ವಿಶ್ವಾಸವಿದೆ ಎಂದರು. (1279, 1268, 1466, 1313)
